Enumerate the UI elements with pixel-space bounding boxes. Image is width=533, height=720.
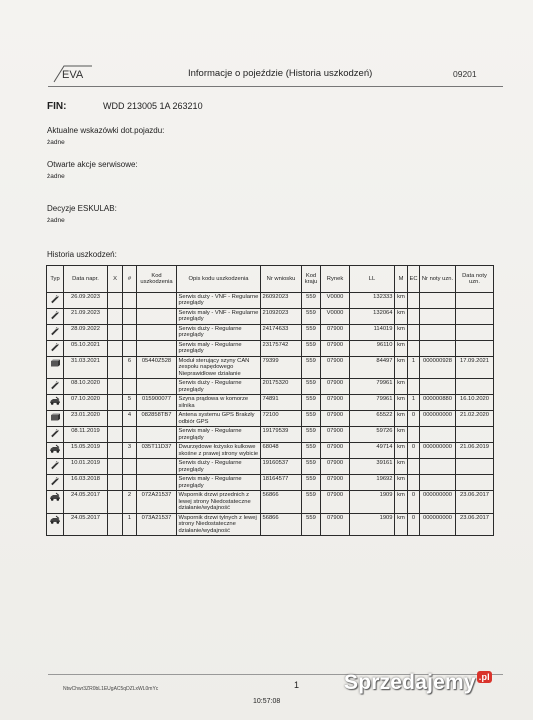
row-note-date: 21.06.2019 [456, 443, 494, 459]
row-x [108, 324, 123, 340]
row-note-date [456, 459, 494, 475]
document-title: Informacje o pojeździe (Historia uszkodzeń) [188, 68, 373, 79]
row-market: 07900 [321, 427, 350, 443]
row-note-number: 000000000 [420, 411, 456, 427]
row-x [108, 459, 123, 475]
row-unit: km [395, 308, 408, 324]
row-x [108, 340, 123, 356]
row-x [108, 293, 123, 309]
row-market: V0000 [321, 308, 350, 324]
watermark-badge: .pl [478, 672, 490, 682]
row-country-code: 559 [302, 411, 321, 427]
row-claim-number: 20175320 [261, 379, 302, 395]
row-market: 07900 [321, 491, 350, 513]
section-value-eskulab: żadne [47, 217, 65, 224]
row-country-code: 559 [302, 427, 321, 443]
row-claim-number: 56866 [261, 491, 302, 513]
row-ec [408, 324, 420, 340]
row-x [108, 427, 123, 443]
row-claim-number: 74891 [261, 395, 302, 411]
table-row [47, 491, 494, 513]
row-mileage: 132064 [350, 308, 395, 324]
row-market: 07900 [321, 395, 350, 411]
row-note-number [420, 427, 456, 443]
sprzedajemy-watermark [344, 671, 491, 695]
row-description: Wspornik drzwi przednich z lewej strony Niedostateczne działanie/wydajność [177, 491, 261, 513]
row-date: 28.09.2022 [64, 324, 108, 340]
row-code [137, 459, 177, 475]
row-market: 07900 [321, 411, 350, 427]
row-note-date: 23.06.2017 [456, 491, 494, 513]
row-mileage: 19692 [350, 475, 395, 491]
row-note-date [456, 340, 494, 356]
section-title-vehicle-notes: Aktualne wskazówki dot.pojazdu: [47, 126, 165, 135]
car-icon [47, 491, 64, 513]
row-country-code: 559 [302, 513, 321, 535]
row-ec [408, 427, 420, 443]
row-ec [408, 379, 420, 395]
row-market: 07900 [321, 324, 350, 340]
history-title: Historia uszkodzeń: [47, 250, 117, 259]
row-claim-number: 19160537 [261, 459, 302, 475]
row-country-code: 559 [302, 491, 321, 513]
row-note-number [420, 293, 456, 309]
row-market: V0000 [321, 293, 350, 309]
row-note-number [420, 475, 456, 491]
row-claim-number: 72100 [261, 411, 302, 427]
row-note-number [420, 308, 456, 324]
wrench-icon [47, 427, 64, 443]
row-num [123, 475, 137, 491]
row-note-number: 000000000 [420, 513, 456, 535]
row-unit: km [395, 475, 408, 491]
row-ec [408, 293, 420, 309]
row-description: Wspornik drzwi tylnych z lewej strony Niedostateczne działanie/wydajność [177, 513, 261, 535]
row-x [108, 491, 123, 513]
column-header: X [108, 266, 123, 293]
row-description: Serwis mały - Regularne przeglądy [177, 475, 261, 491]
row-note-date [456, 324, 494, 340]
box-icon [47, 411, 64, 427]
row-market: 07900 [321, 443, 350, 459]
row-code: 015900077 [137, 395, 177, 411]
row-date: 16.03.2018 [64, 475, 108, 491]
row-claim-number: 18164577 [261, 475, 302, 491]
row-mileage: 59726 [350, 427, 395, 443]
row-num [123, 324, 137, 340]
wrench-icon [47, 459, 64, 475]
row-note-number: 000000000 [420, 443, 456, 459]
row-code: 082858TB7 [137, 411, 177, 427]
row-country-code: 559 [302, 379, 321, 395]
row-code [137, 324, 177, 340]
row-description: Moduł sterujący szyny CAN zespołu napędowego Nieprawidłowe działanie [177, 356, 261, 378]
row-description: Antena systemu GPS Brakzły odbiór GPS [177, 411, 261, 427]
row-note-date [456, 475, 494, 491]
row-description: Serwis duży - Regularne przeglądy [177, 324, 261, 340]
fin-label: FIN: [47, 101, 67, 112]
row-num: 4 [123, 411, 137, 427]
row-code: 035T11D37 [137, 443, 177, 459]
table-row [47, 356, 494, 378]
row-num [123, 379, 137, 395]
row-claim-number: 21092023 [261, 308, 302, 324]
row-num [123, 427, 137, 443]
row-market: 07900 [321, 379, 350, 395]
row-x [108, 395, 123, 411]
row-code [137, 475, 177, 491]
section-value-open-actions: żadne [47, 173, 65, 180]
footer-hash: NtwChwr3ZR0bL1EUgAC5qDZLxWL0mYc [63, 686, 159, 692]
row-code: 073A21537 [137, 513, 177, 535]
column-header: Nr noty uzn. [420, 266, 456, 293]
row-ec: 0 [408, 491, 420, 513]
table-row [47, 324, 494, 340]
wrench-icon [47, 308, 64, 324]
document-code: 09201 [453, 69, 477, 79]
row-claim-number: 24174633 [261, 324, 302, 340]
row-country-code: 559 [302, 459, 321, 475]
row-mileage: 39161 [350, 459, 395, 475]
row-date: 24.05.2017 [64, 513, 108, 535]
row-claim-number: 56866 [261, 513, 302, 535]
row-note-number: 000000928 [420, 356, 456, 378]
section-title-eskulab: Decyzje ESKULAB: [47, 204, 117, 213]
column-header: LL [350, 266, 395, 293]
row-num: 5 [123, 395, 137, 411]
column-header: # [123, 266, 137, 293]
row-ec: 0 [408, 411, 420, 427]
row-market: 07900 [321, 340, 350, 356]
row-ec [408, 340, 420, 356]
row-claim-number: 79399 [261, 356, 302, 378]
table-row [47, 443, 494, 459]
row-claim-number: 68048 [261, 443, 302, 459]
table-row [47, 395, 494, 411]
column-header: Kod kraju [302, 266, 321, 293]
table-header-row [47, 266, 494, 293]
row-country-code: 559 [302, 340, 321, 356]
row-note-number: 000000000 [420, 491, 456, 513]
row-claim-number: 19179539 [261, 427, 302, 443]
row-mileage: 84497 [350, 356, 395, 378]
row-unit: km [395, 293, 408, 309]
row-ec [408, 308, 420, 324]
row-note-date: 21.02.2020 [456, 411, 494, 427]
row-claim-number: 23175742 [261, 340, 302, 356]
row-description: Dwurzędowe łożysko kulkowe skośne z prawej strony wybicie [177, 443, 261, 459]
row-ec: 0 [408, 513, 420, 535]
row-note-date [456, 293, 494, 309]
box-icon [47, 356, 64, 378]
row-unit: km [395, 411, 408, 427]
row-unit: km [395, 459, 408, 475]
row-unit: km [395, 356, 408, 378]
column-header: EC [408, 266, 420, 293]
car-icon [47, 395, 64, 411]
row-description: Serwis duży - Regularne przeglądy [177, 459, 261, 475]
row-unit: km [395, 379, 408, 395]
column-header: Typ [47, 266, 64, 293]
row-mileage: 1909 [350, 491, 395, 513]
row-date: 05.10.2021 [64, 340, 108, 356]
row-num: 6 [123, 356, 137, 378]
row-unit: km [395, 324, 408, 340]
row-market: 07900 [321, 459, 350, 475]
row-date: 31.03.2021 [64, 356, 108, 378]
row-mileage: 65522 [350, 411, 395, 427]
row-mileage: 79961 [350, 395, 395, 411]
wrench-icon [47, 475, 64, 491]
row-x [108, 475, 123, 491]
row-note-date [456, 427, 494, 443]
column-header: Rynek [321, 266, 350, 293]
row-mileage: 132333 [350, 293, 395, 309]
row-description: Serwis mały - VNF - Regularne przeglądy [177, 308, 261, 324]
row-code [137, 293, 177, 309]
row-num: 2 [123, 491, 137, 513]
table-row [47, 475, 494, 491]
row-ec: 0 [408, 443, 420, 459]
row-unit: km [395, 395, 408, 411]
row-country-code: 559 [302, 293, 321, 309]
row-country-code: 559 [302, 356, 321, 378]
row-x [108, 513, 123, 535]
row-unit: km [395, 443, 408, 459]
row-date: 10.01.2019 [64, 459, 108, 475]
row-description: Serwis duży - VNF - Regularne przeglądy [177, 293, 261, 309]
row-claim-number: 26092023 [261, 293, 302, 309]
car-icon [47, 513, 64, 535]
row-note-date: 16.10.2020 [456, 395, 494, 411]
row-note-date [456, 308, 494, 324]
row-ec: 1 [408, 395, 420, 411]
row-num [123, 340, 137, 356]
row-date: 08.11.2019 [64, 427, 108, 443]
column-header: Kod uszkodzenia [137, 266, 177, 293]
table-row [47, 308, 494, 324]
row-code [137, 340, 177, 356]
row-date: 26.09.2023 [64, 293, 108, 309]
row-note-number [420, 379, 456, 395]
row-num [123, 293, 137, 309]
row-code: 05440Z528 [137, 356, 177, 378]
row-country-code: 559 [302, 475, 321, 491]
column-header: Nr wniosku [261, 266, 302, 293]
row-ec [408, 475, 420, 491]
row-mileage: 1909 [350, 513, 395, 535]
car-icon [47, 443, 64, 459]
header-divider [48, 86, 503, 87]
column-header: Data napr. [64, 266, 108, 293]
row-mileage: 114019 [350, 324, 395, 340]
row-note-date: 23.06.2017 [456, 513, 494, 535]
row-unit: km [395, 513, 408, 535]
table-row [47, 340, 494, 356]
row-x [108, 308, 123, 324]
row-date: 21.09.2023 [64, 308, 108, 324]
row-mileage: 96110 [350, 340, 395, 356]
row-note-number [420, 324, 456, 340]
row-x [108, 411, 123, 427]
row-note-date [456, 379, 494, 395]
row-market: 07900 [321, 513, 350, 535]
row-description: Serwis mały - Regularne przeglądy [177, 427, 261, 443]
logo-text: EVA [62, 69, 84, 81]
row-note-number [420, 459, 456, 475]
row-country-code: 559 [302, 308, 321, 324]
row-date: 08.10.2020 [64, 379, 108, 395]
row-ec [408, 459, 420, 475]
row-code [137, 308, 177, 324]
table-row [47, 379, 494, 395]
row-unit: km [395, 340, 408, 356]
row-ec: 1 [408, 356, 420, 378]
row-unit: km [395, 427, 408, 443]
table-row [47, 427, 494, 443]
row-code [137, 427, 177, 443]
row-num: 1 [123, 513, 137, 535]
row-market: 07900 [321, 475, 350, 491]
row-x [108, 379, 123, 395]
row-unit: km [395, 491, 408, 513]
row-description: Serwis mały - Regularne przeglądy [177, 340, 261, 356]
section-title-open-actions: Otwarte akcje serwisowe: [47, 160, 138, 169]
row-code: 072A21537 [137, 491, 177, 513]
row-mileage: 49714 [350, 443, 395, 459]
wrench-icon [47, 293, 64, 309]
row-market: 07900 [321, 356, 350, 378]
row-date: 24.05.2017 [64, 491, 108, 513]
damage-history-table [46, 265, 494, 536]
row-code [137, 379, 177, 395]
row-note-number [420, 340, 456, 356]
fin-value: WDD 213005 1A 263210 [103, 101, 203, 111]
column-header: M [395, 266, 408, 293]
table-row [47, 513, 494, 535]
row-mileage: 79961 [350, 379, 395, 395]
table-row [47, 459, 494, 475]
row-num [123, 308, 137, 324]
print-time: 10:57:08 [253, 698, 281, 705]
watermark-text: Sprzedajemy [344, 671, 476, 694]
row-x [108, 356, 123, 378]
wrench-icon [47, 340, 64, 356]
section-value-vehicle-notes: żadne [47, 139, 65, 146]
column-header: Opis kodu uszkodzenia [177, 266, 261, 293]
row-date: 15.05.2019 [64, 443, 108, 459]
row-x [108, 443, 123, 459]
row-country-code: 559 [302, 324, 321, 340]
wrench-icon [47, 379, 64, 395]
row-num [123, 459, 137, 475]
row-num: 3 [123, 443, 137, 459]
table-row [47, 293, 494, 309]
table-row [47, 411, 494, 427]
eva-logo [52, 62, 94, 84]
row-date: 07.10.2020 [64, 395, 108, 411]
column-header: Data noty uzn. [456, 266, 494, 293]
row-note-number: 000000880 [420, 395, 456, 411]
row-note-date: 17.09.2021 [456, 356, 494, 378]
row-country-code: 559 [302, 443, 321, 459]
page-number: 1 [294, 680, 300, 690]
row-description: Szyna prądowa w komorze silnika [177, 395, 261, 411]
row-country-code: 559 [302, 395, 321, 411]
wrench-icon [47, 324, 64, 340]
row-description: Serwis duży - Regularne przeglądy [177, 379, 261, 395]
row-date: 23.01.2020 [64, 411, 108, 427]
